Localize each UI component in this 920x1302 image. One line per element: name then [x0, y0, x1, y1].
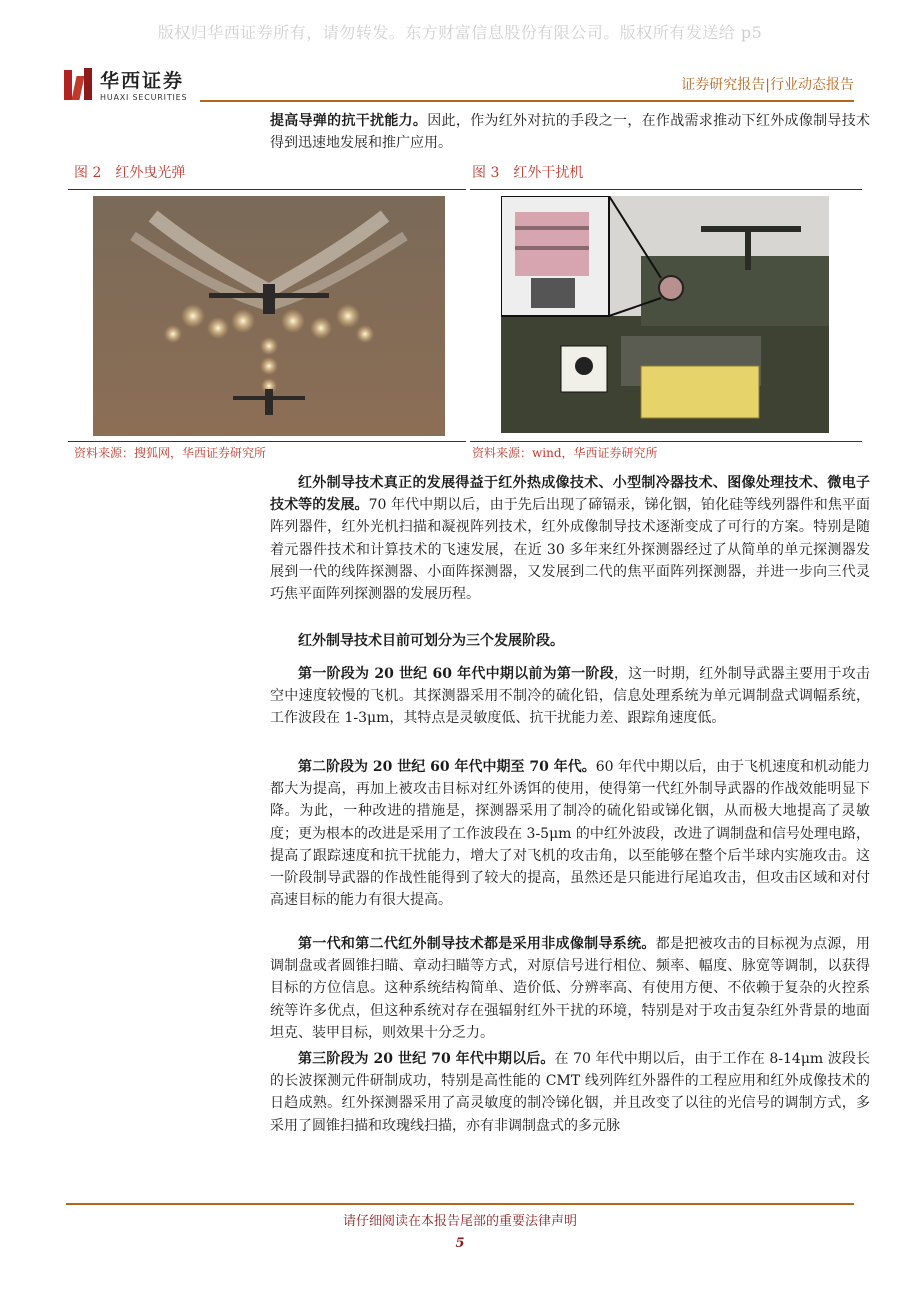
body-paragraph-1 — [270, 472, 870, 605]
paragraph-3-bold: 第一阶段为 20 世纪 60 年代中期以前为第一阶段 — [298, 666, 614, 682]
body-paragraph-6 — [270, 1048, 870, 1137]
ir-jammer-photo — [501, 196, 829, 433]
flare-aircraft-image — [93, 196, 445, 436]
logo-mark-icon — [64, 68, 94, 100]
figure-3-title: 图 3 红外干扰机 — [472, 165, 584, 181]
paragraph-4-bold: 第二阶段为 20 世纪 60 年代中期至 70 年代。 — [298, 759, 596, 775]
logo-text-cn: 华西证券 — [100, 70, 185, 92]
page-number: 5 — [455, 1236, 465, 1251]
figure-2-bottom-rule — [68, 441, 466, 442]
paragraph-6-text: 在 70 年代中期以后，由于工作在 8-14μm 波段长的长波探测元件研制成功，特别是高性能的 CMT 线列阵红外器件的工程应用和红外成像技术的日趋成熟。红外探测器采用了高灵敏度的制冷锑化铟，并且改变了以往的光信号的调制方式，多采用了圆锥扫描和玫瑰线扫描，亦有非调制盘式的多元脉 — [270, 1051, 870, 1134]
company-logo — [64, 66, 187, 102]
figure-2-top-rule — [68, 189, 466, 190]
paragraph-5-text: 都是把被攻击的目标视为点源，用调制盘或者圆锥扫瞄、章动扫瞄等方式，对原信号进行相位、频率、幅度、脉宽等调制，以获得目标的方位信息。这种系统结构简单、造价低、分辨率高、有使用方便、不依赖于复杂的火控系统等许多优点，但这种系统对存在强辐射红外干扰的环境，特别是对于攻击复杂红外背景的地面坦克、装甲目标，则效果十分乏力。 — [270, 936, 871, 1041]
paragraph-3-text: ，这一时期，红外制导武器主要用于攻击空中速度较慢的飞机。其探测器采用不制冷的硫化铅，信息处理系统为单元调制盘式调幅系统，工作波段在 1-3μm，其特点是灵敏度低、抗干扰能力差、跟踪角速度低。 — [270, 666, 870, 727]
report-type: 证券研究报告|行业动态报告 — [681, 77, 854, 93]
paragraph-1-bold: 红外制导技术真正的发展得益于红外热成像技术、小型制冷器技术、图像处理技术、微电子技术等的发展。 — [270, 475, 870, 514]
figure-3-bottom-rule — [470, 441, 862, 442]
paragraph-1-text: 70 年代中期以后，由于先后出现了碲镉汞，锑化铟，铂化硅等线列器件和焦平面阵列器件，红外光机扫描和凝视阵列技术，红外成像制导技术逐渐变成了可行的方案。特别是随着元器件技术和计算技术的飞速发展，在近 30 多年来红外探测器经过了从简单的单元探测器发展到一代的线阵探测器、小面阵探测器，又发展到二代的焦平面阵列探测器，并进一步向三代灵巧焦平面阵列探测器的发展历程。 — [270, 497, 870, 603]
intro-paragraph — [270, 110, 870, 154]
paragraph-2-bold: 红外制导技术目前可划分为三个发展阶段。 — [298, 633, 564, 649]
legal-notice: 请仔细阅读在本报告尾部的重要法律声明 — [342, 1214, 577, 1229]
figure-2-source: 资料来源：搜狐网，华西证券研究所 — [74, 446, 267, 460]
body-paragraph-5 — [270, 933, 870, 1044]
body-paragraph-2 — [270, 630, 870, 652]
paragraph-5-bold: 第一代和第二代红外制导技术都是采用非成像制导系统。 — [298, 936, 656, 952]
logo-text-en: HUAXI SECURITIES — [100, 93, 188, 102]
body-paragraph-4 — [270, 756, 870, 911]
flare-aircraft-photo — [93, 196, 445, 436]
figure-3-top-rule — [470, 189, 862, 190]
ir-jammer-image — [501, 196, 829, 433]
intro-bold: 提高导弹的抗干扰能力。 — [270, 113, 428, 129]
header-divider — [200, 100, 854, 102]
paragraph-6-bold: 第三阶段为 20 世纪 70 年代中期以后。 — [298, 1051, 555, 1067]
figure-2-title: 图 2 红外曳光弹 — [74, 165, 186, 181]
figure-3-source: 资料来源：wind，华西证券研究所 — [472, 446, 658, 460]
body-paragraph-3 — [270, 663, 870, 730]
footer-divider — [66, 1203, 854, 1205]
paragraph-4-text: 60 年代中期以后，由于飞机速度和机动能力都大为提高，再加上被攻击目标对红外诱饵的使用，使得第一代红外制导武器的作战效能明显下降。为此，一种改进的措施是，探测器采用了制冷的硫化铅或锑化铟，从而极大地提高了灵敏度；更为根本的改进是采用了工作波段在 3-5μm 的中红外波段，改进了调制盘和信号处理电路，提高了跟踪速度和抗干扰能力，增大了对飞机的攻击角，以至能够在整个后半球内实施攻击。这一阶段制导武器的作战性能得到了较大的提高，虽然还是只能进行尾追攻击，但攻击区域和对付高速目标的能力有很大提高。 — [270, 759, 870, 909]
watermark: 版权归华西证券所有，请勿转发。东方财富信息股份有限公司。版权所有发送给 p5 — [157, 23, 763, 42]
intro-text: 因此，作为红外对抗的手段之一，在作战需求推动下红外成像制导技术得到迅速地发展和推广应用。 — [270, 113, 871, 152]
